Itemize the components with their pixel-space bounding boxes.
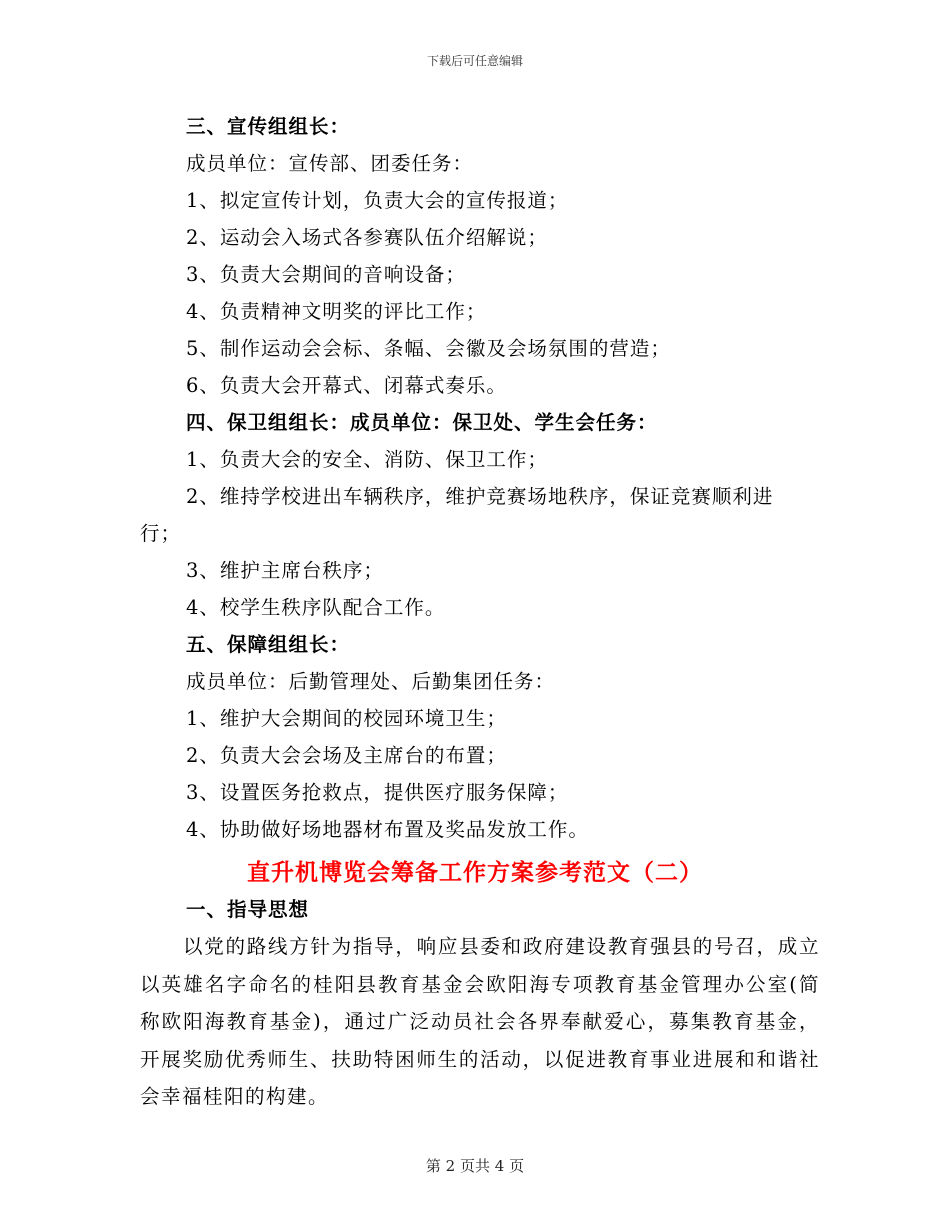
text-line: 4、协助做好场地器材布置及奖品发放工作。 [186,818,589,841]
text-line: 1、拟定宣传计划，负责大会的宣传报道； [186,189,569,212]
guiding-thought-paragraph: 以党的路线方针为指导，响应县委和政府建设教育强县的号召，成立以英雄名字命名的桂阳县教育基金会欧阳海专项教育基金管理办公室(简称欧阳海教育基金)，通过广泛动员社会各界奉献爱心，募集教育基金，开展奖励优秀师生、扶助特困师生的活动，以促进教育事业进展和和谐社会幸福桂阳的构建。 [140,935,820,1108]
heading-publicity-group: 三、宣传组组长： [186,115,351,138]
text-line: 3、设置医务抢救点，提供医疗服务保障； [186,781,569,804]
text-line: 2、维持学校进出车辆秩序，维护竞赛场地秩序，保证竞赛顺利进 [186,485,774,508]
heading-security-group: 四、保卫组组长：成员单位：保卫处、学生会任务： [186,411,658,434]
text-line: 成员单位：宣传部、团委任务： [186,152,474,175]
section-title: 直升机博览会筹备工作方案参考范文（二） [247,859,703,886]
heading-guiding-thought: 一、指导思想 [186,898,310,921]
text-line: 2、运动会入场式各参赛队伍介绍解说； [186,226,548,249]
text-line: 1、负责大会的安全、消防、保卫工作； [186,448,548,471]
text-line: 6、负责大会开幕式、闭幕式奏乐。 [186,374,507,397]
text-line: 3、维护主席台秩序； [186,559,384,582]
text-line: 4、负责精神文明奖的评比工作； [186,300,487,323]
text-line: 3、负责大会期间的音响设备； [186,263,466,286]
text-line: 5、制作运动会会标、条幅、会徽及会场氛围的营造； [186,337,671,360]
heading-support-group: 五、保障组组长： [186,633,351,656]
text-line: 2、负责大会会场及主席台的布置； [186,744,507,767]
text-line: 4、校学生秩序队配合工作。 [186,596,446,619]
page-footer: 第 2 页共 4 页 [425,1157,525,1175]
page-header: 下载后可任意编辑 [426,54,523,68]
text-line: 成员单位：后勤管理处、后勤集团任务： [186,670,556,693]
text-line-continuation: 行； [140,522,182,545]
text-line: 1、维护大会期间的校园环境卫生； [186,707,507,730]
